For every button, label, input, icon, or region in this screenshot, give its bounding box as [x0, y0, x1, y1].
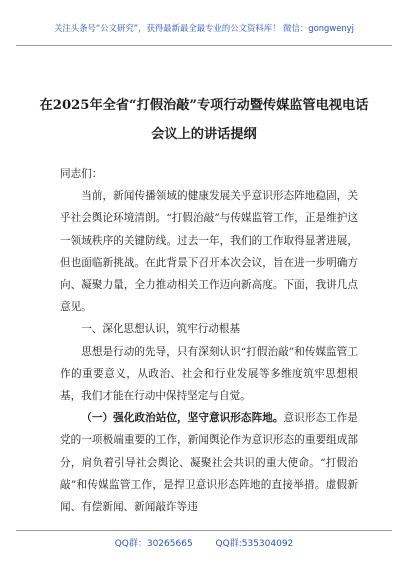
document-body	[60, 163, 358, 518]
footer	[0, 536, 408, 549]
footer-qq-group-2: QQ群:535304092	[215, 539, 294, 549]
document-title-line1: 在2025年全省“打假治敲”专项行动暨传媒监管电视电话	[39, 98, 369, 113]
footer-divider	[16, 530, 392, 531]
section-heading: 一、深化思想认识，筑牢行动根基	[81, 323, 241, 336]
paragraph-subsection	[60, 407, 358, 518]
header-divider	[16, 45, 392, 46]
subsection-text: 意识形态工作是党的一项极端重要的工作，新闻舆论作为意识形态的重要组成部分，肩负着引导社会舆论、凝聚社会共识的重大使命。“打假治敲”和传媒监管工作，是捍卫意识形态阵地的直接举措。虚假新闻、有偿新闻、新闻敲诈等违	[60, 412, 359, 514]
paragraph-section-intro: 思想是行动的先导，只有深刻认识“打假治敲”和传媒监管工作的重要意义，从政治、社会和行业发展等多维度筑牢思想根基，我们才能在行动中保持坚定与自觉。	[60, 345, 358, 403]
document-title-line2: 会议上的讲话提纲	[151, 127, 257, 142]
paragraph-intro: 当前，新闻传播领域的健康发展关乎意识形态阵地稳固，关乎社会舆论环境清朗。“打假治敲”与传媒监管工作，正是维护这一领域秩序的关键防线。过去一年，我们的工作取得显著进展，但也面临新挑战。在此背景下召开本次会议，旨在进一步明确方向、凝聚力量，全力推动相关工作迈向新高度。下面，我讲几点意见。	[60, 190, 358, 314]
header-banner: 关注头条号“公文研究”，获得最新最全最专业的公文资料库！ 微信：gongwenyj	[54, 23, 354, 33]
subsection-heading: （一）强化政治站位，坚守意识形态阵地。	[81, 412, 284, 425]
footer-qq-group-1: QQ群：30265665	[114, 539, 193, 549]
greeting: 同志们：	[60, 168, 103, 180]
